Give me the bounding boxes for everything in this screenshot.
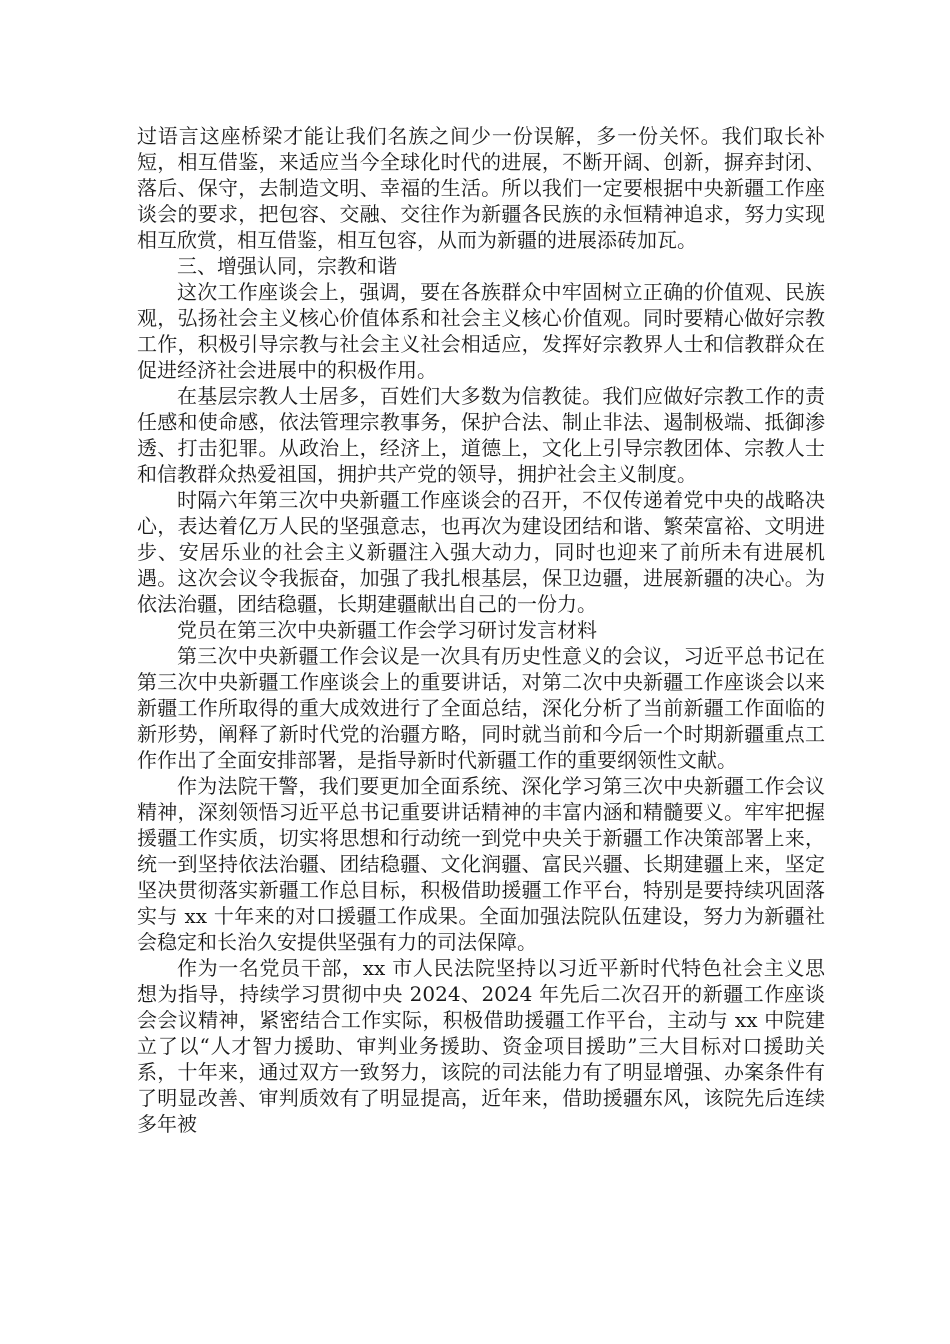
document-body [137,123,825,1137]
paragraph: 作为法院干警，我们要更加全面系统、深化学习第三次中央新疆工作会议精神，深刻领悟习近平总书记重要讲话精神的丰富内涵和精髓要义。牢牢把握援疆工作实质，切实将思想和行动统一到党中央关于新疆工作决策部署上来，统一到坚持依法治疆、团结稳疆、文化润疆、富民兴疆、长期建疆上来，坚定坚决贯彻落实新疆工作总目标，积极借助援疆工作平台，特别是要持续巩固落实与 xx 十年来的对口援疆工作成果。全面加强法院队伍建设，努力为新疆社会稳定和长治久安提供坚强有力的司法保障。 [137,774,825,954]
paragraph: 在基层宗教人士居多，百姓们大多数为信教徒。我们应做好宗教工作的责任感和使命感，依法管理宗教事务，保护合法、制止非法、遏制极端、抵御渗透、打击犯罪。从政治上，经济上，道德上，文化上引导宗教团体、宗教人士和信教群众热爱祖国，拥护共产党的领导，拥护社会主义制度。 [137,384,825,486]
paragraph: 作为一名党员干部，xx 市人民法院坚持以习近平新时代特色社会主义思想为指导，持续学习贯彻中央 2024、2024 年先后二次召开的新疆工作座谈会会议精神，紧密结合工作实际，积极借助援疆工作平台，主动与 xx 中院建立了以“人才智力援助、审判业务援助、资金项目援助”三大目标对口援助关系，十年来，通过双方一致努力，该院的司法能力有了明显增强、办案条件有了明显改善、审判质效有了明显提高，近年来，借助援疆东风，该院先后连续多年被 [137,956,825,1136]
paragraph: 这次工作座谈会上，强调，要在各族群众中牢固树立正确的价值观、民族观，弘扬社会主义核心价值体系和社会主义核心价值观。同时要精心做好宗教工作，积极引导宗教与社会主义社会相适应，发挥好宗教界人士和信教群众在促进经济社会进展中的积极作用。 [137,280,825,382]
paragraph: 第三次中央新疆工作会议是一次具有历史性意义的会议，习近平总书记在第三次中央新疆工作座谈会上的重要讲话，对第二次中央新疆工作座谈会以来新疆工作所取得的重大成效进行了全面总结，深化分析了当前新疆工作面临的新形势，阐释了新时代党的治疆方略，同时就当前和今后一个时期新疆重点工作作出了全面安排部署，是指导新时代新疆工作的重要纲领性文献。 [137,644,825,772]
document-title: 党员在第三次中央新疆工作会学习研讨发言材料 [177,618,597,642]
section-heading: 三、增强认同，宗教和谐 [177,254,397,278]
paragraph-continued: 过语言这座桥梁才能让我们名族之间少一份误解，多一份关怀。我们取长补短，相互借鉴，来适应当今全球化时代的进展，不断开阔、创新，摒弃封闭、落后、保守，去制造文明、幸福的生活。所以我们一定要根据中央新疆工作座谈会的要求，把包容、交融、交往作为新疆各民族的永恒精神追求，努力实现相互欣赏，相互借鉴，相互包容，从而为新疆的进展添砖加瓦。 [137,124,825,252]
paragraph: 时隔六年第三次中央新疆工作座谈会的召开，不仅传递着党中央的战略决心，表达着亿万人民的坚强意志，也再次为建设团结和谐、繁荣富裕、文明进步、安居乐业的社会主义新疆注入强大动力，同时也迎来了前所未有进展机遇。这次会议令我振奋，加强了我扎根基层，保卫边疆，进展新疆的决心。为依法治疆，团结稳疆，长期建疆献出自己的一份力。 [137,488,825,616]
